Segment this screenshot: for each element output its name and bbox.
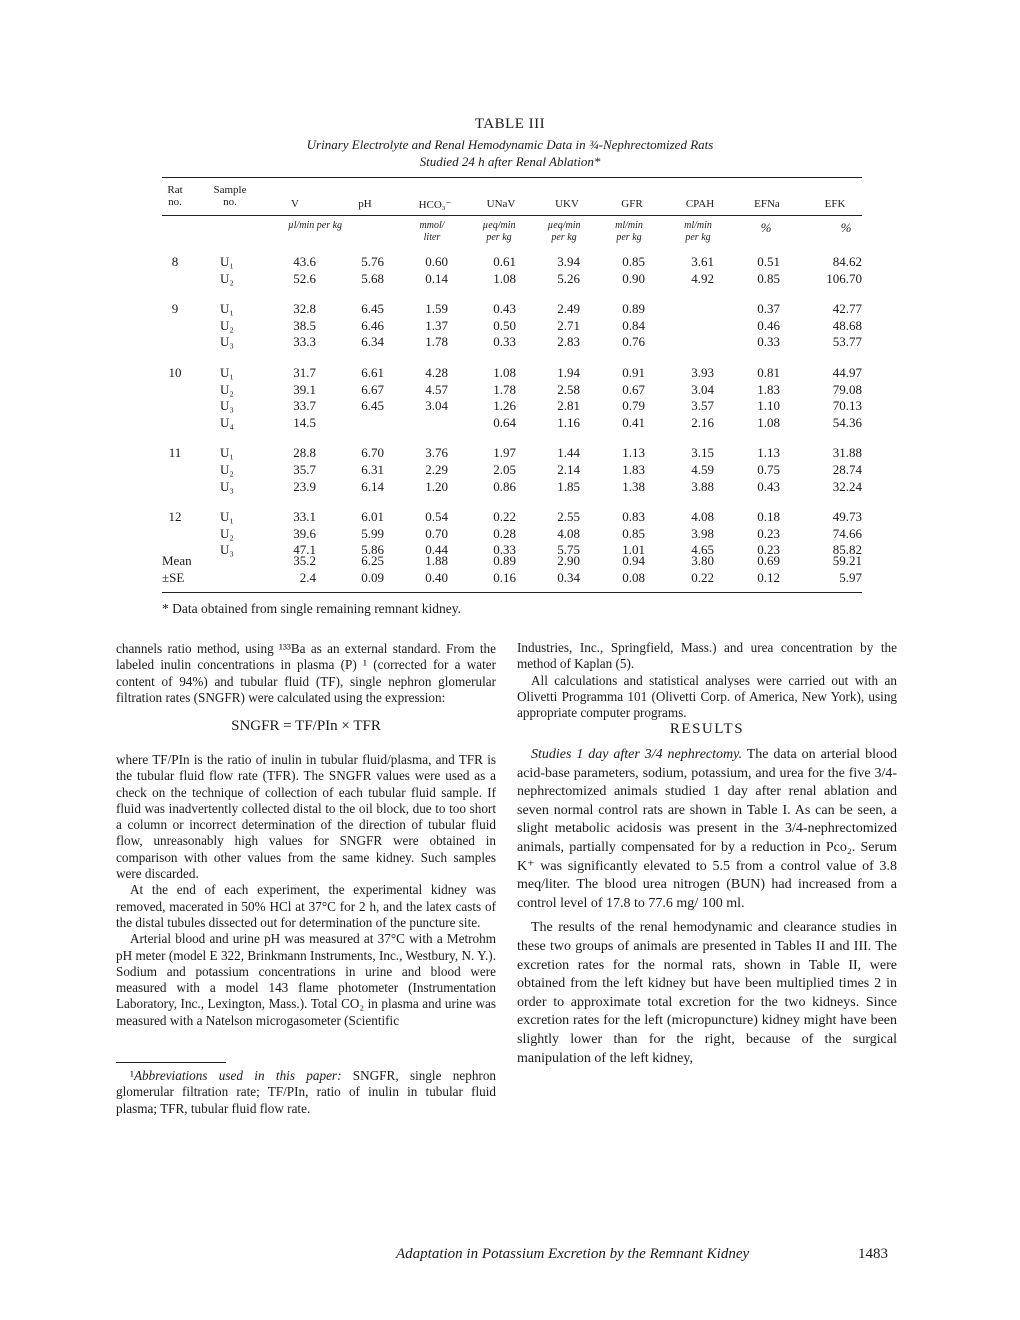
- table-cell-v: 52.6: [293, 270, 316, 286]
- unit-ukv: µeq/min per kg: [547, 220, 581, 243]
- footnote-mark: ¹: [130, 1068, 134, 1083]
- right-paragraph-3-italic: Studies 1 day after 3/4 nephrectomy.: [531, 747, 743, 762]
- table-cell-v: 47.1: [293, 542, 316, 558]
- unit-efk: %: [840, 220, 852, 235]
- table-cell-gfr: 1.38: [622, 478, 645, 494]
- table-cell-cpah: 3.04: [691, 381, 714, 397]
- table-cell-hco3: 1.37: [425, 317, 448, 333]
- table-cell-gfr: 0.76: [622, 334, 645, 350]
- table-footnote: * Data obtained from single remaining remnant kidney.: [162, 601, 462, 616]
- summary-cell-efna: 0.12: [757, 569, 780, 585]
- header-efk: EFK: [824, 198, 846, 210]
- running-title: Adaptation in Potassium Excretion by the Remnant Kidney: [396, 1246, 750, 1262]
- table-bottom-rule: [162, 592, 862, 593]
- table-cell-ph: 5.86: [361, 542, 384, 558]
- sample-number: U₁: [220, 509, 234, 525]
- table-cell-hco3: 3.04: [425, 398, 448, 414]
- table-cell-efna: 0.81: [757, 365, 780, 380]
- table-cell-ph: 6.14: [361, 478, 384, 494]
- table-cell-uk: 1.85: [557, 478, 580, 494]
- sample-number: U₁: [220, 301, 234, 317]
- sample-number: U₁: [220, 445, 234, 461]
- table-cell-ph: 6.45: [361, 301, 384, 317]
- table-cell-efk: 28.74: [832, 462, 862, 477]
- table-cell-v: 31.7: [293, 365, 316, 380]
- table-cell-efna: 1.10: [757, 398, 780, 414]
- table-cell-efna: 1.13: [757, 445, 780, 461]
- table-cell-ph: 6.45: [361, 398, 384, 414]
- table-cell-uk: 5.26: [557, 270, 580, 286]
- table-cell-gfr: 0.84: [622, 317, 645, 333]
- right-column-bottom: [517, 746, 897, 1068]
- table-cell-efk: 54.36: [832, 414, 862, 430]
- table-cell-efna: 0.43: [757, 478, 780, 494]
- summary-cell-hco3: 1.88: [425, 553, 448, 568]
- header-sample-line-1: Sample: [213, 184, 247, 196]
- table-cell-uk: 2.71: [557, 317, 580, 333]
- rat-number: 11: [168, 445, 182, 461]
- table-cell-gfr: 1.01: [622, 542, 645, 558]
- table-cell-ph: 6.70: [361, 445, 384, 461]
- table-cell-v: 33.1: [293, 509, 316, 525]
- table-cell-efk: 79.08: [832, 381, 862, 397]
- abbreviations-footnote: [116, 1068, 496, 1117]
- table-cell-efk: 53.77: [832, 334, 862, 350]
- sample-number: U₂: [220, 381, 234, 397]
- table-cell-ph: 6.67: [361, 381, 384, 397]
- header-rat-line-1: Rat: [167, 184, 183, 196]
- table-header-rule: [162, 215, 862, 216]
- table-cell-v: 39.1: [293, 381, 316, 397]
- table-cell-uk: 1.94: [557, 365, 580, 380]
- table-cell-efk: 106.70: [826, 270, 862, 286]
- sample-number: U₂: [220, 270, 234, 286]
- sample-number: U₄: [220, 414, 234, 430]
- summary-cell-uk: 2.90: [557, 553, 580, 568]
- table-cell-gfr: 0.79: [622, 398, 645, 414]
- table-cell-uk: 2.55: [557, 509, 580, 525]
- table-cell-una: 0.28: [493, 525, 516, 541]
- sample-number: U₁: [220, 365, 234, 380]
- table-cell-cpah: 3.93: [691, 365, 714, 380]
- table-cell-gfr: 1.83: [622, 462, 645, 477]
- table-cell-efna: 0.85: [757, 270, 780, 286]
- table-cell-efna: 0.37: [757, 301, 780, 317]
- header-unav: UNaV: [486, 198, 516, 210]
- summary-cell-efk: 59.21: [832, 553, 862, 568]
- table-cell-una: 0.50: [493, 317, 516, 333]
- table-cell-cpah: 4.65: [691, 542, 714, 558]
- summary-cell-v: 35.2: [293, 553, 316, 568]
- table-cell-gfr: 0.85: [622, 254, 645, 269]
- table-cell-gfr: 1.13: [622, 445, 645, 461]
- table-cell-una: 1.08: [493, 270, 516, 286]
- table-cell-ph: 6.61: [361, 365, 384, 380]
- table-cell-hco3: 0.14: [425, 270, 448, 286]
- table-cell-ph: 6.01: [361, 509, 384, 525]
- header-gfr: GFR: [621, 198, 643, 210]
- table-cell-una: 0.86: [493, 478, 516, 494]
- table-cell-cpah: 4.59: [691, 462, 714, 477]
- table-cell-hco3: 0.54: [425, 509, 448, 525]
- table-cell-hco3: 4.57: [425, 381, 448, 397]
- table-cell-efk: 48.68: [832, 317, 862, 333]
- table-cell-uk: 2.83: [557, 334, 580, 350]
- right-paragraph-2: All calculations and statistical analyses were carried out with an Olivetti Programma 101 (Olivetti Corp. of America, New York), using appropriate computer programs.: [517, 672, 897, 721]
- table-cell-una: 0.22: [493, 509, 516, 525]
- summary-cell-efna: 0.69: [757, 553, 780, 568]
- header-sample-line-2: no.: [223, 196, 237, 208]
- table-cell-cpah: 2.16: [691, 414, 714, 430]
- table-cell-v: 23.9: [293, 478, 316, 494]
- table-cell-gfr: 0.91: [622, 365, 645, 380]
- summary-label: Mean: [162, 553, 192, 568]
- table-cell-cpah: 4.92: [691, 270, 714, 286]
- rat-number: 12: [168, 509, 182, 525]
- header-ph: pH: [358, 198, 372, 210]
- right-column-top: [517, 640, 897, 721]
- footnote-italic: Abbreviations used in this paper:: [133, 1068, 342, 1083]
- table-cell-hco3: 1.78: [425, 334, 448, 350]
- header-sample: [208, 184, 252, 208]
- table-cell-cpah: 3.15: [691, 445, 714, 461]
- left-paragraph-2: where TF/PIn is the ratio of inulin in tubular fluid/plasma, and TFR is the tubular fluid flow rate (TFR). The SNGFR values were used as a check on the technique of collection of each tubular fluid sample. If fluid was inadvertently collected distal to the oil block, due to too short a column or incorrect determination of the direction of tubular fluid flow, unreasonably high values for SNGFR were obtained in comparison with other values from the same kidney. Such samples were discarded.: [116, 752, 496, 882]
- summary-cell-gfr: 0.94: [622, 553, 645, 568]
- table-cell-hco3: 3.76: [425, 445, 448, 461]
- sample-number: U₃: [220, 398, 234, 414]
- rat-number: 9: [171, 301, 179, 317]
- table-cell-efna: 1.83: [757, 381, 780, 397]
- footnote-text: SNGFR, single nephron glomerular filtration rate; TF/PIn, ratio of inulin in tubular fluid plasma; TFR, tubular fluid flow rate.: [116, 1068, 497, 1116]
- table-cell-gfr: 0.83: [622, 509, 645, 525]
- right-paragraph-3-text: The data on arterial blood acid-base parameters, sodium, potassium, and urea for the five 3/4-nephrectomized animals studied 1 day after renal ablation and seven normal control rats are shown in Table I. As can be seen, a slight metabolic acidosis was present in the 3/4-nephrectomized animals, partially compensated for by a reduction in Pco₂. Serum K⁺ was significantly elevated to 5.5 from a control value of 3.8 meq/liter. The blood urea nitrogen (BUN) had increased from a control level of 17.8 to 77.6 mg/ 100 ml.: [517, 747, 898, 911]
- summary-cell-uk: 0.34: [557, 569, 580, 585]
- summary-cell-una: 0.89: [493, 553, 516, 568]
- table-cell-efk: 44.97: [832, 365, 862, 380]
- table-cell-gfr: 0.67: [622, 381, 645, 397]
- table-cell-hco3: 0.60: [425, 254, 448, 269]
- unit-hco3: mmol/ liter: [419, 220, 445, 243]
- summary-cell-cpah: 0.22: [691, 569, 714, 585]
- table-cell-v: 39.6: [293, 525, 316, 541]
- sample-number: U₂: [220, 525, 234, 541]
- table-cell-uk: 3.94: [557, 254, 580, 269]
- table-cell-v: 32.8: [293, 301, 316, 317]
- table-cell-uk: 2.81: [557, 398, 580, 414]
- table-cell-hco3: 1.20: [425, 478, 448, 494]
- table-cell-una: 0.61: [493, 254, 516, 269]
- table-cell-efk: 74.66: [832, 525, 862, 541]
- table-cell-una: 0.64: [493, 414, 516, 430]
- table-cell-hco3: 2.29: [425, 462, 448, 477]
- left-paragraph-4: Arterial blood and urine pH was measured at 37°C with a Metrohm pH meter (model E 322, Brinkmann Instruments, Inc., Westbury, N. Y.). Sodium and potassium concentrations in urine and blood were measured with a model 143 flame photometer (Instrumentation Laboratory, Inc., Lexington, Mass.). Total CO₂ in plasma and urine was measured with a Natelson microgasometer (Scientific: [116, 931, 496, 1028]
- table-cell-v: 38.5: [293, 317, 316, 333]
- table-cell-gfr: 0.89: [622, 301, 645, 317]
- table-cell-cpah: 3.98: [691, 525, 714, 541]
- table-cell-uk: 2.58: [557, 381, 580, 397]
- table-caption: [240, 136, 780, 170]
- page-number: 1483: [858, 1246, 888, 1262]
- unit-efna: %: [760, 220, 772, 235]
- left-paragraph-1: channels ratio method, using ¹³³Ba as an external standard. From the labeled inulin concentrations in plasma (P) ¹ (corrected for a water content of 94%) and tubular fluid (TF), single nephron glomerular filtration rates (SNGFR) were calculated using the expression:: [116, 641, 496, 705]
- header-efna: EFNa: [754, 198, 780, 210]
- table-cell-una: 0.33: [493, 334, 516, 350]
- table-cell-hco3: 0.44: [425, 542, 448, 558]
- table-cell-cpah: 4.08: [691, 509, 714, 525]
- header-cpah: CPAH: [685, 198, 715, 210]
- table-label: TABLE III: [474, 116, 546, 132]
- table-cell-v: 33.3: [293, 334, 316, 350]
- table-cell-efk: 49.73: [832, 509, 862, 525]
- table-cell-uk: 2.14: [557, 462, 580, 477]
- summary-cell-efk: 5.97: [839, 569, 862, 585]
- table-cell-una: 1.26: [493, 398, 516, 414]
- header-rat-line-2: no.: [168, 196, 182, 208]
- table-cell-efna: 0.23: [757, 525, 780, 541]
- table-cell-ph: 5.99: [361, 525, 384, 541]
- table-cell-gfr: 0.90: [622, 270, 645, 286]
- header-ukv: UKV: [555, 198, 579, 210]
- table-cell-v: 33.7: [293, 398, 316, 414]
- table-cell-efna: 1.08: [757, 414, 780, 430]
- rat-number: 10: [168, 365, 182, 380]
- right-paragraph-4: The results of the renal hemodynamic and clearance studies in these two groups of animals are presented in Tables II and III. The excretion rates for the normal rats, shown in Table II, were obtained from the left kidney but have been multiplied times 2 in order to approximate total excretion for the two kidneys. Since excretion rates for the left (micropuncture) kidney might have been slightly lower than for the right, because of the surgical manipulation of the left kidney,: [517, 920, 897, 1066]
- table-cell-hco3: 0.70: [425, 525, 448, 541]
- sample-number: U₃: [220, 478, 234, 494]
- table-cell-uk: 1.44: [557, 445, 580, 461]
- table-cell-una: 1.97: [493, 445, 516, 461]
- summary-cell-ph: 6.25: [361, 553, 384, 568]
- table-cell-efk: 31.88: [832, 445, 862, 461]
- left-column-top: [116, 641, 496, 706]
- summary-cell-gfr: 0.08: [622, 569, 645, 585]
- table-cell-efna: 0.51: [757, 254, 780, 269]
- table-cell-gfr: 0.85: [622, 525, 645, 541]
- unit-v: µl/min per kg: [287, 220, 343, 231]
- table-cell-v: 35.7: [293, 462, 316, 477]
- left-paragraph-3: At the end of each experiment, the experimental kidney was removed, macerated in 50% HCl at 37°C for 2 h, and the latex casts of the distal tubules dissected out for determination of the puncture site.: [116, 882, 496, 930]
- table-cell-una: 1.08: [493, 365, 516, 380]
- results-heading: RESULTS: [669, 721, 745, 737]
- table-cell-uk: 2.49: [557, 301, 580, 317]
- header-v: V: [291, 198, 299, 210]
- sample-number: U₃: [220, 334, 234, 350]
- table-caption-line-2: Studied 24 h after Renal Ablation*: [419, 154, 601, 169]
- table-cell-efk: 32.24: [832, 478, 862, 494]
- table-cell-efk: 70.13: [832, 398, 862, 414]
- table-cell-cpah: 3.61: [691, 254, 714, 269]
- table-caption-line-1: Urinary Electrolyte and Renal Hemodynamic Data in ¾-Nephrectomized Rats: [306, 137, 714, 152]
- sample-number: U₃: [220, 542, 234, 558]
- summary-cell-cpah: 3.80: [691, 553, 714, 568]
- table-cell-una: 2.05: [493, 462, 516, 477]
- table-cell-cpah: 3.57: [691, 398, 714, 414]
- table-cell-cpah: 3.88: [691, 478, 714, 494]
- table-cell-v: 14.5: [293, 414, 316, 430]
- table-cell-una: 0.43: [493, 301, 516, 317]
- sngfr-formula: SNGFR = TF/PIn × TFR: [231, 718, 381, 734]
- table-cell-ph: 5.76: [361, 254, 384, 269]
- right-paragraph-1: Industries, Inc., Springfield, Mass.) and urea concentration by the method of Kaplan (5).: [517, 640, 897, 672]
- table-cell-efna: 0.23: [757, 542, 780, 558]
- table-cell-una: 1.78: [493, 381, 516, 397]
- table-cell-efk: 85.82: [832, 542, 862, 558]
- header-rat: [160, 184, 190, 208]
- table-cell-efk: 84.62: [832, 254, 862, 269]
- summary-cell-ph: 0.09: [361, 569, 384, 585]
- table-cell-ph: 5.68: [361, 270, 384, 286]
- sample-number: U₂: [220, 462, 234, 477]
- table-cell-una: 0.33: [493, 542, 516, 558]
- unit-unav: µeq/min per kg: [482, 220, 516, 243]
- table-cell-v: 28.8: [293, 445, 316, 461]
- table-cell-uk: 1.16: [557, 414, 580, 430]
- unit-gfr: ml/min per kg: [615, 220, 643, 243]
- table-cell-hco3: 4.28: [425, 365, 448, 380]
- unit-cpah: ml/min per kg: [684, 220, 712, 243]
- table-cell-uk: 4.08: [557, 525, 580, 541]
- table-cell-efna: 0.18: [757, 509, 780, 525]
- table-cell-efna: 0.33: [757, 334, 780, 350]
- left-column-bottom: [116, 752, 496, 1029]
- table-cell-ph: 6.31: [361, 462, 384, 477]
- rat-number: 8: [171, 254, 179, 269]
- table-cell-efna: 0.46: [757, 317, 780, 333]
- table-cell-gfr: 0.41: [622, 414, 645, 430]
- sample-number: U₁: [220, 254, 234, 269]
- table-cell-uk: 5.75: [557, 542, 580, 558]
- right-paragraph-3: [517, 746, 897, 913]
- table-cell-efk: 42.77: [832, 301, 862, 317]
- summary-cell-una: 0.16: [493, 569, 516, 585]
- footnote-rule: [116, 1062, 226, 1063]
- table-cell-v: 43.6: [293, 254, 316, 269]
- summary-cell-hco3: 0.40: [425, 569, 448, 585]
- summary-label: ±SE: [162, 569, 185, 585]
- summary-cell-v: 2.4: [299, 569, 316, 585]
- header-hco3: HCO₃⁻: [418, 199, 452, 211]
- table-cell-hco3: 1.59: [425, 301, 448, 317]
- sample-number: U₂: [220, 317, 234, 333]
- table-cell-ph: 6.46: [361, 317, 384, 333]
- table-top-rule: [162, 177, 862, 178]
- table-cell-ph: 6.34: [361, 334, 384, 350]
- table-cell-efna: 0.75: [757, 462, 780, 477]
